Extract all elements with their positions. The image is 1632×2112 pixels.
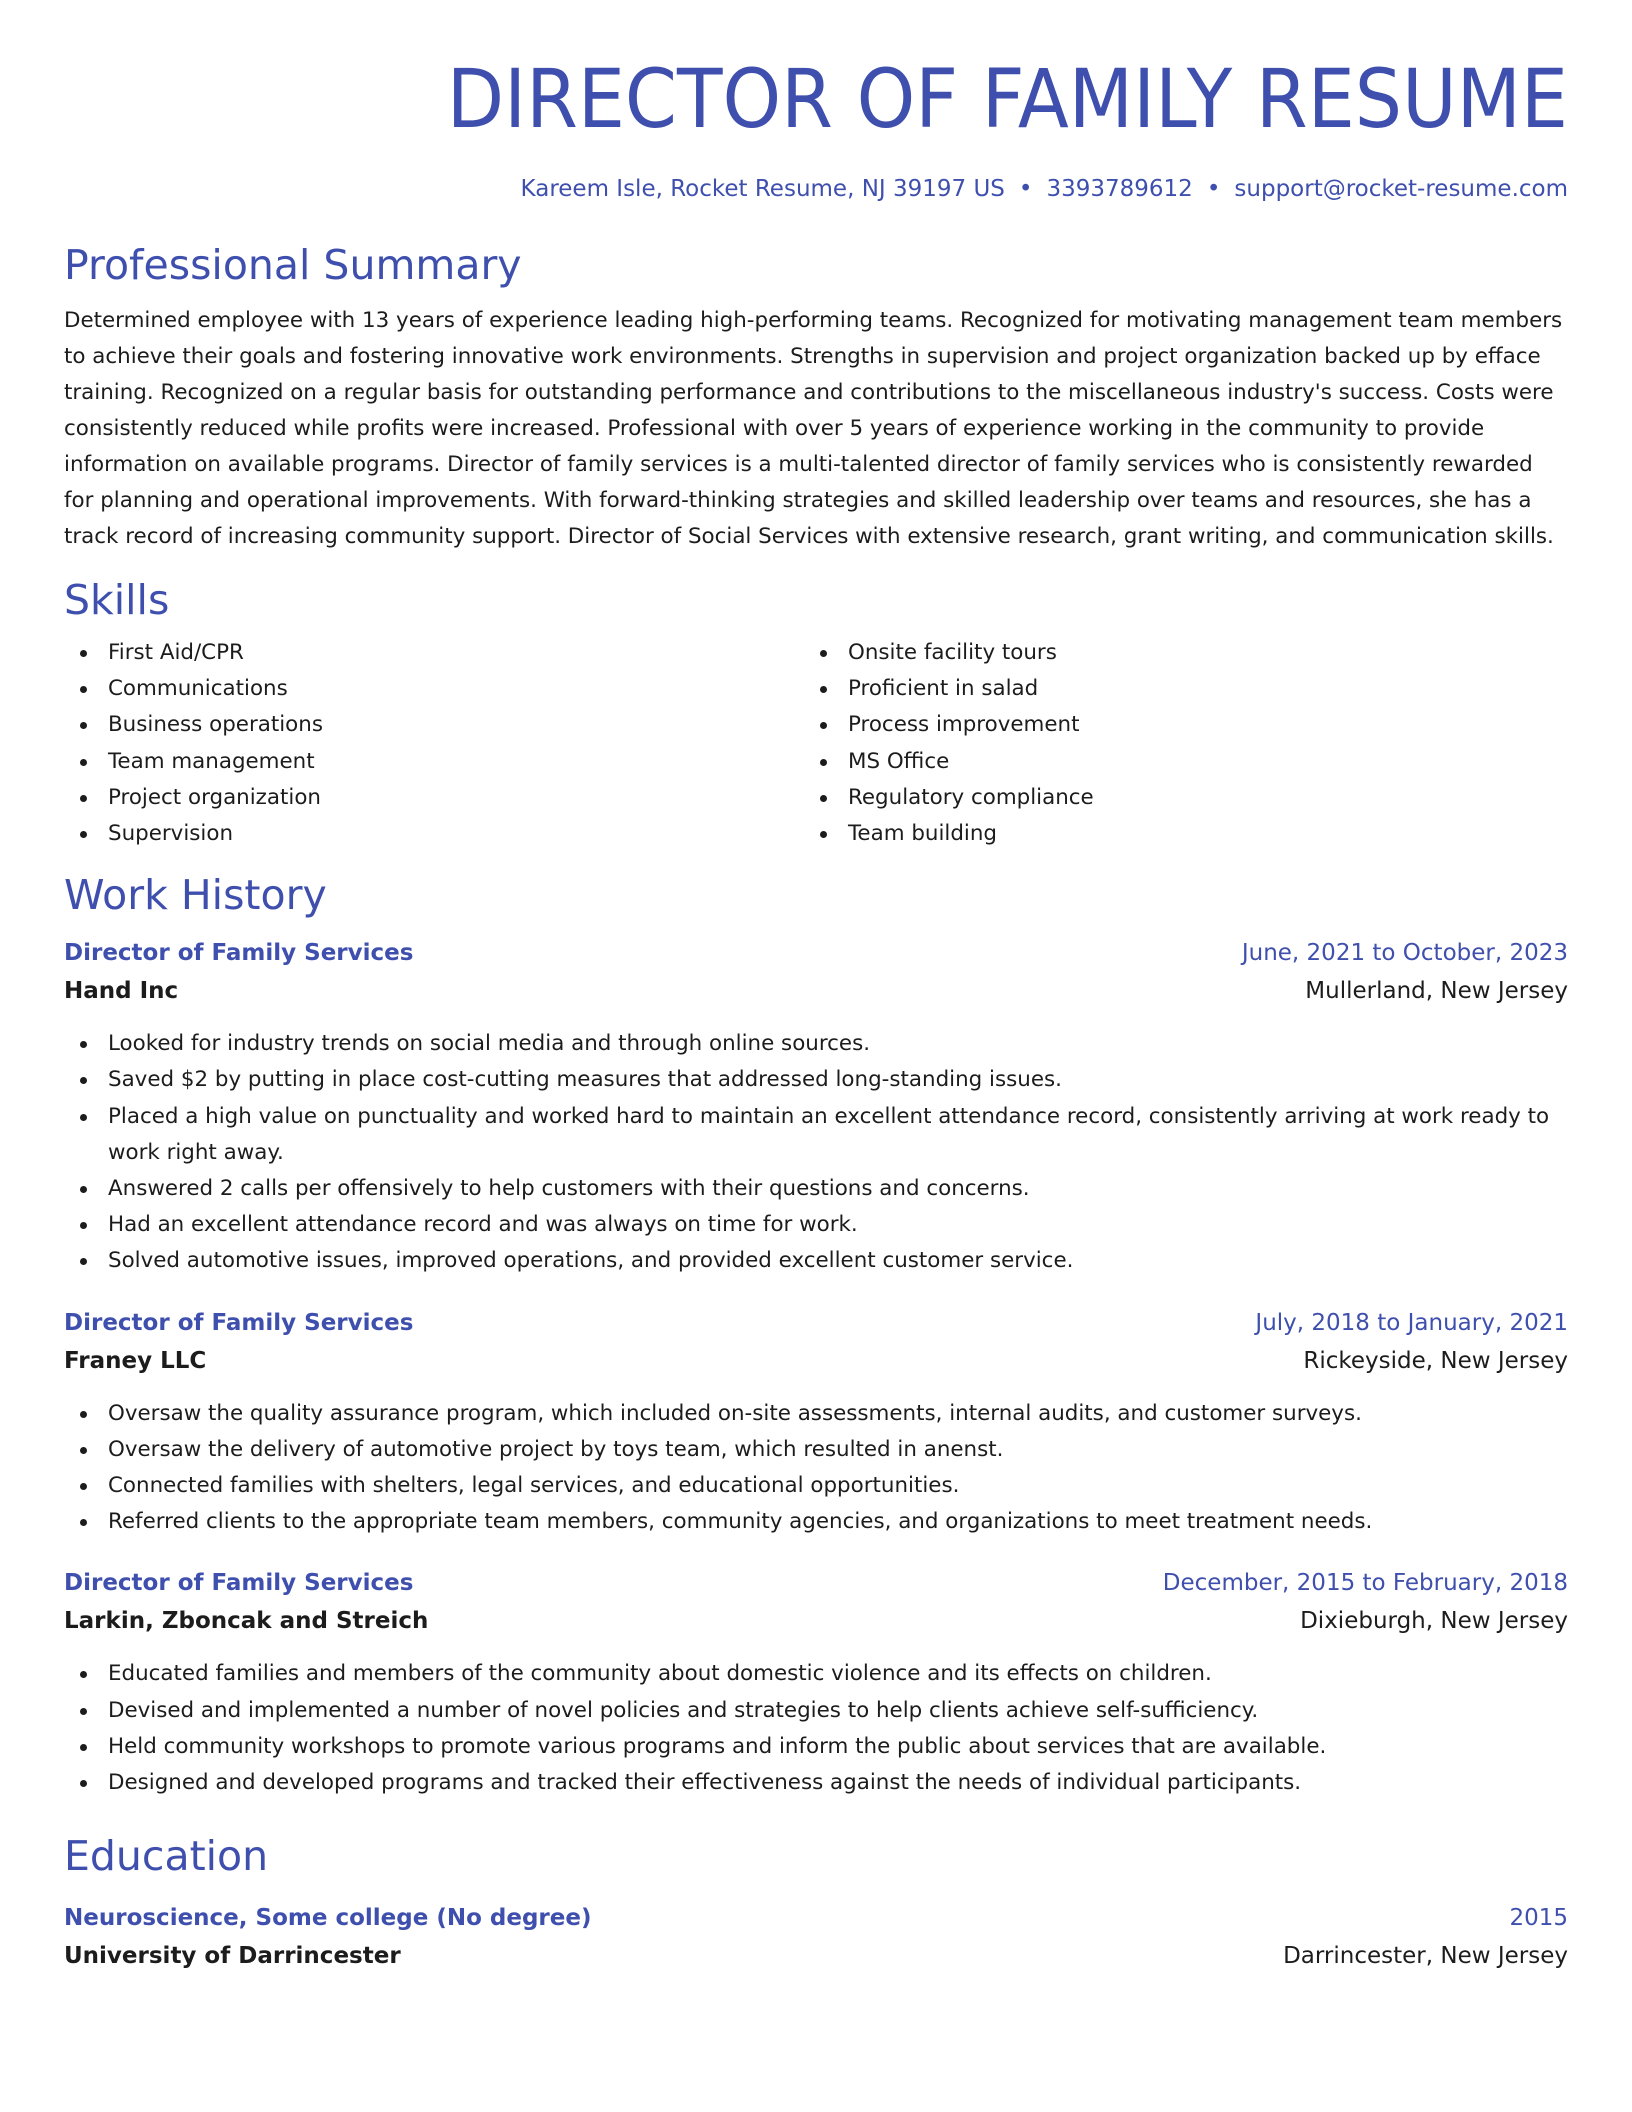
job-bullet: Answered 2 calls per offensively to help customers with their questions and concerns. (108, 1171, 1568, 1207)
skill-item: Onsite facility tours (848, 635, 1544, 671)
job-title: Director of Family Services (64, 1309, 414, 1336)
education-degree: Neuroscience, Some college (No degree) (64, 1905, 592, 1932)
education-location: Darrincester, New Jersey (1283, 1943, 1568, 1970)
job-bullet: Devised and implemented a number of novel policies and strategies to help clients achieve self-sufficiency. (108, 1693, 1568, 1729)
contact-separator: • (1018, 176, 1033, 202)
contact-line (64, 174, 1568, 204)
summary-section (64, 240, 1568, 555)
contact-separator: • (1206, 176, 1221, 202)
job-bullet: Held community workshops to promote various programs and inform the public about services that are available. (108, 1729, 1568, 1765)
job-company-row (64, 1342, 1568, 1380)
job-bullets (64, 1396, 1568, 1541)
job-company-row (64, 1602, 1568, 1640)
job-header-row (64, 1564, 1568, 1602)
job-bullet: Oversaw the delivery of automotive project by toys team, which resulted in anenst. (108, 1432, 1568, 1468)
contact-address: Kareem Isle, Rocket Resume, NJ 39197 US (520, 176, 1005, 202)
job-entry (64, 1564, 1568, 1801)
job-location: Rickeyside, New Jersey (1303, 1347, 1568, 1374)
job-location: Mullerland, New Jersey (1305, 978, 1568, 1005)
work-history-heading: Work History (64, 871, 327, 920)
skill-item: Proficient in salad (848, 671, 1544, 707)
job-company-row (64, 972, 1568, 1010)
education-header-row (64, 1899, 1568, 1937)
skills-list-right (804, 635, 1544, 852)
resume-header (64, 50, 1568, 204)
skill-item: Regulatory compliance (848, 780, 1544, 816)
education-year: 2015 (1509, 1905, 1568, 1932)
skill-item: Team management (108, 744, 804, 780)
job-bullet: Referred clients to the appropriate team members, community agencies, and organizations to meet treatment needs. (108, 1504, 1568, 1540)
job-bullet: Connected families with shelters, legal services, and educational opportunities. (108, 1468, 1568, 1504)
skill-item: Process improvement (848, 707, 1544, 743)
job-dates: June, 2021 to October, 2023 (1241, 940, 1568, 967)
education-heading: Education (64, 1832, 269, 1881)
job-bullet: Educated families and members of the community about domestic violence and its effects on children. (108, 1656, 1568, 1692)
contact-email[interactable]: support@rocket-resume.com (1234, 176, 1568, 202)
summary-heading: Professional Summary (64, 241, 522, 289)
skill-item: First Aid/CPR (108, 635, 804, 671)
job-dates: July, 2018 to January, 2021 (1255, 1309, 1568, 1336)
resume-title: DIRECTOR OF FAMILY RESUME (446, 53, 1569, 147)
job-company: Franey LLC (64, 1347, 207, 1374)
job-title: Director of Family Services (64, 940, 414, 967)
education-school-row (64, 1937, 1568, 1975)
contact-phone[interactable]: 3393789612 (1046, 176, 1193, 202)
job-company: Larkin, Zboncak and Streich (64, 1608, 429, 1635)
skill-item: Project organization (108, 780, 804, 816)
summary-text: Determined employee with 13 years of experience leading high-performing teams. Recognized for motivating management team members to achieve their goals and fostering innovative work environments. Strengths in supervision and project organization backed up by efface training. Recognized on a regular basis for outstanding performance and contributions to the miscellaneous industry's success. Costs were consistently reduced while profits were increased. Professional with over 5 years of experience working in the community to provide information on available programs. Director of family services is a multi-talented director of family services who is consistently rewarded for planning and operational improvements. With forward-thinking strategies and skilled leadership over teams and resources, she has a track record of increasing community support. Director of Social Services with extensive research, grant writing, and communication skills. (64, 308, 1563, 549)
education-school: University of Darrincester (64, 1943, 401, 1970)
job-dates: December, 2015 to February, 2018 (1162, 1570, 1568, 1597)
job-bullet: Oversaw the quality assurance program, which included on-site assessments, internal audits, and customer surveys. (108, 1396, 1568, 1432)
job-bullet: Looked for industry trends on social media and through online sources. (108, 1026, 1568, 1062)
skill-item: Business operations (108, 707, 804, 743)
job-bullet: Solved automotive issues, improved operations, and provided excellent customer service. (108, 1243, 1568, 1279)
job-entry (64, 934, 1568, 1279)
skill-item: Supervision (108, 816, 804, 852)
job-title: Director of Family Services (64, 1570, 414, 1597)
skills-section (64, 575, 1568, 852)
education-section (64, 1831, 1568, 1975)
job-header-row (64, 1304, 1568, 1342)
job-header-row (64, 934, 1568, 972)
job-company: Hand Inc (64, 978, 179, 1005)
job-bullet: Had an excellent attendance record and was always on time for work. (108, 1207, 1568, 1243)
skill-item: Team building (848, 816, 1544, 852)
job-entry (64, 1304, 1568, 1541)
job-location: Dixieburgh, New Jersey (1300, 1608, 1568, 1635)
skills-heading: Skills (64, 576, 170, 624)
skills-columns (64, 635, 1568, 852)
education-entry (64, 1899, 1568, 1975)
skill-item: MS Office (848, 744, 1544, 780)
job-bullet: Placed a high value on punctuality and worked hard to maintain an excellent attendance record, consistently arriving at work ready to work right away. (108, 1099, 1568, 1171)
skill-item: Communications (108, 671, 804, 707)
job-bullets (64, 1026, 1568, 1279)
work-history-section (64, 870, 1568, 1801)
skills-list-left (64, 635, 804, 852)
job-bullets (64, 1656, 1568, 1801)
job-bullet: Designed and developed programs and tracked their effectiveness against the needs of individual participants. (108, 1765, 1568, 1801)
job-bullet: Saved $2 by putting in place cost-cutting measures that addressed long-standing issues. (108, 1062, 1568, 1098)
